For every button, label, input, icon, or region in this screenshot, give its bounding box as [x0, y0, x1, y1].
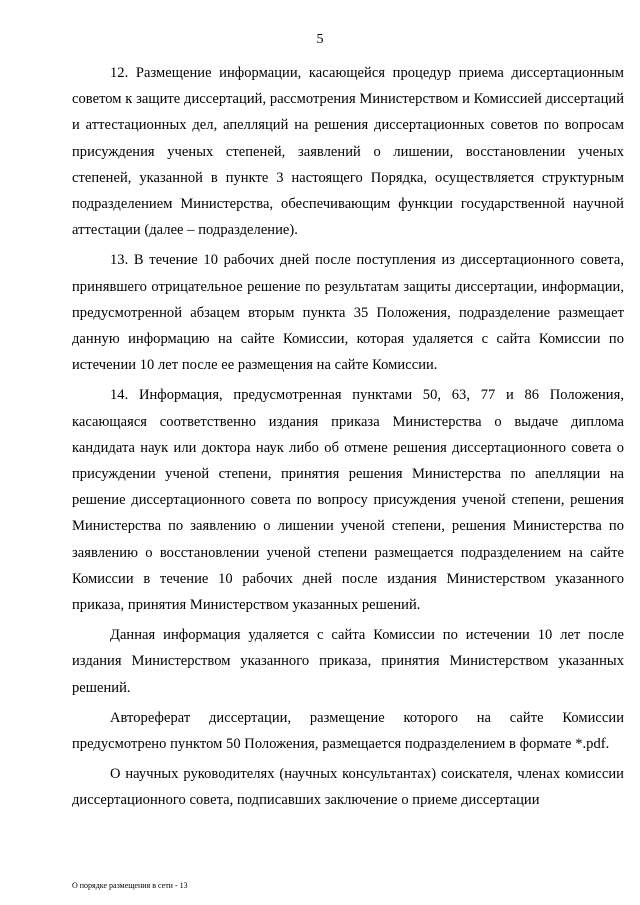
paragraph-supervisors: О научных руководителях (научных консультантах) соискателя, членах комиссии диссертационного совета, подписавших заключение о приеме диссертации	[72, 766, 624, 809]
paragraph-12: 12. Размещение информации, касающейся процедур приема диссертационным советом к защите диссертаций, рассмотрения Министерством и Комиссией диссертаций и аттестационных дел, апелляций на решения диссертационных советов по вопросам присуждения ученых степеней, заявлений о лишении, восстановлении ученых степеней, указанной в пункте 3 настоящего Порядка, осуществляется структурным подразделением Министерства, обеспечивающим функции государственной научной аттестации (далее – подразделение).	[72, 65, 624, 239]
paragraph-13: 13. В течение 10 рабочих дней после поступления из диссертационного совета, принявшего отрицательное решение по результатам защиты диссертации, информации, предусмотренной абзацем вторым пункта 35 Положения, подразделение размещает данную информацию на сайте Комиссии, которая удаляется с сайта Комиссии по истечении 10 лет после ее размещения на сайте Комиссии.	[72, 252, 624, 374]
paragraph-abstract: Автореферат диссертации, размещение которого на сайте Комиссии предусмотрено пунктом 50 Положения, размещается подразделением в формате *.pdf.	[72, 709, 624, 753]
page-number: 5	[316, 32, 324, 47]
paragraph-14: 14. Информация, предусмотренная пунктами 50, 63, 77 и 86 Положения, касающаяся соответственно издания приказа Министерства о выдаче диплома кандидата наук или доктора наук либо об отмене решения диссертационного совета о присуждении ученой степени, принятия решения Министерства по апелляции на решение диссертационного совета по вопросу присуждения ученой степени, решения Министерства по заявлению о лишении ученой степени, решения Министерства по заявлению о восстановлении ученой степени размещается подразделением на сайте Комиссии в течение 10 рабочих дней после издания Министерством указанного приказа, принятия Министерством указанных решений.	[72, 387, 624, 614]
footer-note: О порядке размещения в сети - 13	[72, 881, 188, 890]
document-body	[72, 60, 624, 818]
paragraph-removal-info: Данная информация удаляется с сайта Комиссии по истечении 10 лет после издания Министерством указанного приказа, принятия Министерством указанных решений.	[72, 627, 624, 696]
